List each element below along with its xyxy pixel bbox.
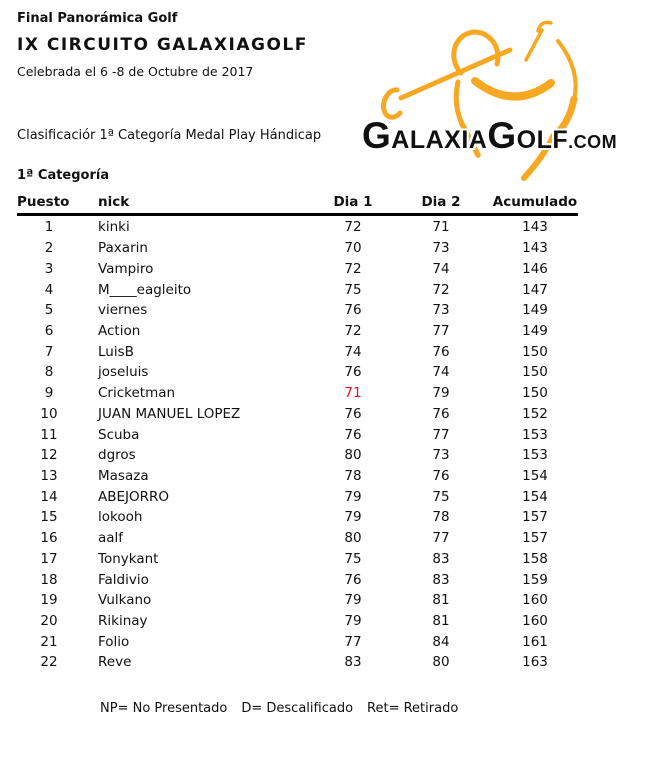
cell-dia1: 76: [344, 571, 362, 588]
table-row: [0, 528, 665, 549]
cell-dia1: 72: [344, 322, 362, 339]
header-divider-rule: [17, 213, 578, 216]
table-row: [0, 631, 665, 652]
table-header-row: [0, 192, 665, 212]
logo-seg1-cap: G: [362, 115, 392, 156]
logo-seg2-cap: G: [487, 115, 517, 156]
cell-dia1: 79: [344, 488, 362, 505]
cell-nick: Masaza: [98, 467, 149, 484]
cell-puesto: 9: [44, 385, 54, 402]
cell-dia1: 71: [344, 385, 362, 402]
legend-d: D= Descalificado: [241, 701, 354, 716]
cell-dia2: 73: [432, 447, 450, 464]
table-row: [0, 403, 665, 424]
category-heading: 1ª Categoría: [17, 168, 110, 183]
cell-nick: aalf: [98, 530, 124, 547]
cell-dia2: 74: [432, 260, 450, 277]
table-row: [0, 341, 665, 362]
cell-acumulado: 160: [522, 592, 548, 609]
legend-ret: Ret= Retirado: [367, 701, 459, 716]
cell-puesto: 8: [44, 364, 54, 381]
table-row: [0, 238, 665, 259]
cell-dia2: 84: [432, 633, 450, 650]
table-row: [0, 569, 665, 590]
cell-puesto: 10: [40, 405, 58, 422]
classification-subtitle: Clasificaciór 1ª Categoría Medal Play Hándicap: [17, 128, 322, 143]
cell-dia2: 80: [432, 654, 450, 671]
cell-acumulado: 154: [522, 488, 548, 505]
header-acumulado: Acumulado: [492, 194, 578, 211]
cell-nick: joseluis: [98, 364, 149, 381]
cell-acumulado: 154: [522, 467, 548, 484]
cell-puesto: 16: [40, 530, 58, 547]
cell-puesto: 4: [44, 281, 54, 298]
table-row: [0, 321, 665, 342]
table-row: [0, 383, 665, 404]
cell-nick: dgros: [98, 447, 136, 464]
table-row: [0, 445, 665, 466]
cell-puesto: 18: [40, 571, 58, 588]
cell-dia1: 77: [344, 633, 362, 650]
cell-dia1: 74: [344, 343, 362, 360]
header-dia2: Dia 2: [421, 194, 461, 211]
cell-nick: Vampiro: [98, 260, 154, 277]
cell-acumulado: 150: [522, 385, 548, 402]
cell-nick: lokooh: [98, 509, 143, 526]
cell-dia2: 72: [432, 281, 450, 298]
cell-dia1: 83: [344, 654, 362, 671]
cell-nick: ABEJORRO: [98, 488, 170, 505]
cell-dia2: 79: [432, 385, 450, 402]
cell-dia2: 77: [432, 426, 450, 443]
cell-acumulado: 146: [522, 260, 548, 277]
cell-acumulado: 149: [522, 302, 548, 319]
cell-nick: M____eagleito: [98, 281, 192, 298]
cell-dia2: 76: [432, 405, 450, 422]
cell-puesto: 21: [40, 633, 58, 650]
event-date: Celebrada el 6 -8 de Octubre de 2017: [17, 64, 254, 79]
cell-nick: Cricketman: [98, 385, 176, 402]
galaxiagolf-logo: [358, 14, 660, 182]
logo-seg1-rest: ALAXIA: [391, 126, 488, 154]
cell-nick: JUAN MANUEL LOPEZ: [98, 405, 241, 422]
cell-dia1: 79: [344, 613, 362, 630]
cell-puesto: 3: [44, 260, 54, 277]
cell-dia1: 79: [344, 509, 362, 526]
cell-dia1: 75: [344, 281, 362, 298]
cell-acumulado: 153: [522, 447, 548, 464]
cell-puesto: 2: [44, 240, 54, 257]
classification-table: [0, 217, 665, 673]
cell-acumulado: 150: [522, 343, 548, 360]
table-row: [0, 424, 665, 445]
table-row: [0, 507, 665, 528]
cell-dia1: 72: [344, 260, 362, 277]
cell-puesto: 22: [40, 654, 58, 671]
cell-dia2: 83: [432, 550, 450, 567]
cell-dia2: 76: [432, 467, 450, 484]
cell-acumulado: 143: [522, 240, 548, 257]
table-row: [0, 466, 665, 487]
cell-acumulado: 160: [522, 613, 548, 630]
cell-dia2: 74: [432, 364, 450, 381]
cell-dia1: 80: [344, 447, 362, 464]
cell-dia1: 78: [344, 467, 362, 484]
header-dia1: Dia 1: [333, 194, 373, 211]
cell-dia2: 73: [432, 302, 450, 319]
cell-dia1: 75: [344, 550, 362, 567]
table-row: [0, 258, 665, 279]
cell-nick: Tonykant: [98, 550, 159, 567]
cell-acumulado: 157: [522, 509, 548, 526]
cell-dia2: 75: [432, 488, 450, 505]
cell-dia2: 77: [432, 322, 450, 339]
circuit-title: IX CIRCUITO GALAXIAGOLF: [17, 35, 308, 55]
cell-dia1: 79: [344, 592, 362, 609]
table-row: [0, 217, 665, 238]
cell-acumulado: 149: [522, 322, 548, 339]
cell-acumulado: 157: [522, 530, 548, 547]
cell-puesto: 19: [40, 592, 58, 609]
cell-acumulado: 147: [522, 281, 548, 298]
cell-dia2: 83: [432, 571, 450, 588]
cell-dia2: 81: [432, 613, 450, 630]
cell-nick: Paxarin: [98, 240, 148, 257]
cell-acumulado: 158: [522, 550, 548, 567]
cell-puesto: 20: [40, 613, 58, 630]
cell-dia2: 76: [432, 343, 450, 360]
header-puesto: Puesto: [17, 194, 70, 211]
table-row: [0, 300, 665, 321]
legend-np: NP= No Presentado: [100, 701, 228, 716]
cell-puesto: 17: [40, 550, 58, 567]
cell-puesto: 15: [40, 509, 58, 526]
logo-seg2-rest: OLF: [516, 126, 569, 154]
cell-acumulado: 152: [522, 405, 548, 422]
cell-nick: Scuba: [98, 426, 140, 443]
logo-suffix: .COM: [568, 132, 618, 152]
header-nick: nick: [98, 194, 130, 211]
cell-dia2: 77: [432, 530, 450, 547]
cell-dia2: 71: [432, 219, 450, 236]
cell-puesto: 6: [44, 322, 54, 339]
legend: [100, 701, 472, 716]
cell-acumulado: 143: [522, 219, 548, 236]
table-row: [0, 486, 665, 507]
cell-acumulado: 153: [522, 426, 548, 443]
table-row: [0, 590, 665, 611]
cell-nick: kinki: [98, 219, 130, 236]
cell-puesto: 12: [40, 447, 58, 464]
cell-nick: viernes: [98, 302, 148, 319]
cell-dia1: 76: [344, 302, 362, 319]
cell-puesto: 14: [40, 488, 58, 505]
cell-nick: Folio: [98, 633, 130, 650]
cell-dia1: 76: [344, 426, 362, 443]
table-row: [0, 362, 665, 383]
cell-nick: LuisB: [98, 343, 134, 360]
table-row: [0, 549, 665, 570]
cell-puesto: 13: [40, 467, 58, 484]
cell-puesto: 7: [44, 343, 54, 360]
logo-wordmark: [362, 115, 617, 157]
cell-nick: Reve: [98, 654, 132, 671]
cell-puesto: 1: [44, 219, 54, 236]
table-row: [0, 652, 665, 673]
event-title: Final Panorámica Golf: [17, 11, 178, 26]
cell-dia1: 76: [344, 405, 362, 422]
cell-acumulado: 161: [522, 633, 548, 650]
cell-dia1: 70: [344, 240, 362, 257]
cell-puesto: 11: [40, 426, 58, 443]
cell-nick: Faldivio: [98, 571, 149, 588]
cell-puesto: 5: [44, 302, 54, 319]
cell-acumulado: 163: [522, 654, 548, 671]
cell-dia2: 81: [432, 592, 450, 609]
cell-dia1: 80: [344, 530, 362, 547]
cell-nick: Vulkano: [98, 592, 152, 609]
cell-dia1: 76: [344, 364, 362, 381]
cell-nick: Action: [98, 322, 141, 339]
cell-nick: Rikinay: [98, 613, 148, 630]
cell-dia1: 72: [344, 219, 362, 236]
table-row: [0, 611, 665, 632]
cell-dia2: 78: [432, 509, 450, 526]
cell-dia2: 73: [432, 240, 450, 257]
cell-acumulado: 150: [522, 364, 548, 381]
cell-acumulado: 159: [522, 571, 548, 588]
table-row: [0, 279, 665, 300]
